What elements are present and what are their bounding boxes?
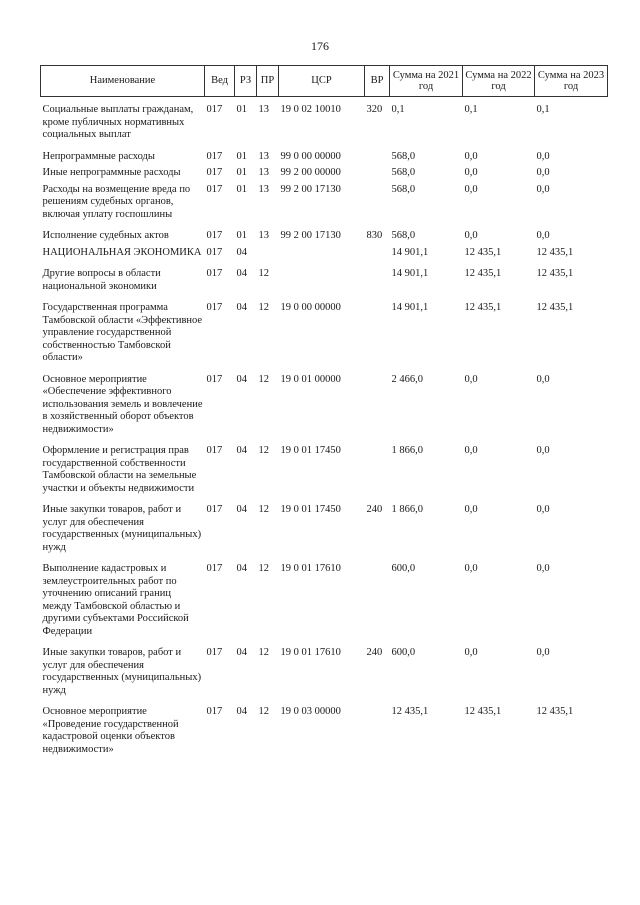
table-row	[41, 223, 608, 245]
row-rz: 01	[236, 183, 247, 195]
row-csr: 99 2 00 00000	[280, 167, 341, 178]
row-sum-2021: 568,0	[391, 167, 416, 178]
row-pr: 12	[258, 373, 269, 385]
row-sum-2021: 0,1	[391, 104, 405, 115]
row-name: Непрограммные расходы	[42, 150, 155, 162]
row-vr	[365, 438, 390, 497]
row-name: Расходы на возмещение вреда по решениям судебных органов, включая уплату госпошлины	[42, 183, 191, 220]
row-ved: 017	[206, 183, 223, 195]
row-vr: 240	[366, 647, 383, 658]
header-pr: ПР	[257, 66, 279, 97]
row-name: Иные закупки товаров, работ и услуг для обеспечения государственных (муниципальных) нужд	[42, 504, 202, 553]
row-sum-2022: 0,0	[464, 445, 478, 456]
row-vr: 240	[366, 504, 383, 515]
row-sum-2021: 1 866,0	[391, 504, 423, 515]
row-ved: 017	[206, 246, 223, 258]
table-row	[41, 556, 608, 640]
row-pr: 12	[258, 268, 269, 279]
row-ved: 017	[206, 167, 223, 178]
row-pr: 12	[258, 563, 269, 574]
row-rz: 04	[236, 302, 247, 313]
row-rz: 01	[236, 230, 247, 241]
row-rz: 04	[236, 373, 247, 385]
row-pr: 13	[258, 183, 269, 195]
row-sum-2023: 0,0	[536, 230, 550, 241]
row-rz: 04	[236, 445, 247, 456]
row-sum-2022: 12 435,1	[464, 246, 502, 258]
row-csr: 99 2 00 17130	[280, 183, 341, 195]
header-csr: ЦСР	[279, 66, 365, 97]
row-sum-2023: 0,0	[536, 150, 550, 162]
row-sum-2023: 0,0	[536, 504, 550, 515]
row-vr	[365, 182, 390, 224]
row-sum-2023: 0,1	[536, 104, 550, 115]
row-sum-2023: 0,0	[536, 167, 550, 178]
table-row	[41, 245, 608, 262]
row-vr	[365, 165, 390, 182]
table-row	[41, 640, 608, 699]
header-name: Наименование	[41, 66, 205, 97]
table-row	[41, 261, 608, 295]
row-ved: 017	[206, 268, 223, 279]
header-ved: Вед	[205, 66, 235, 97]
row-rz: 01	[236, 150, 247, 162]
row-sum-2023: 0,0	[536, 183, 550, 195]
row-sum-2021: 14 901,1	[391, 302, 429, 313]
row-ved: 017	[206, 445, 223, 456]
row-csr: 99 2 00 17130	[280, 230, 341, 241]
row-csr	[279, 245, 365, 262]
table-row	[41, 367, 608, 439]
row-sum-2021: 568,0	[391, 183, 416, 195]
row-ved: 017	[206, 373, 223, 385]
row-ved: 017	[206, 647, 223, 658]
row-rz: 04	[236, 706, 247, 717]
header-sum-2021: Сумма на 2021 год	[390, 66, 463, 97]
row-rz: 04	[236, 647, 247, 658]
row-rz: 04	[236, 563, 247, 574]
row-name: НАЦИОНАЛЬНАЯ ЭКОНОМИКА	[42, 246, 202, 258]
row-pr: 13	[258, 104, 269, 115]
header-vr: ВР	[365, 66, 390, 97]
row-ved: 017	[206, 504, 223, 515]
row-vr	[365, 556, 390, 640]
row-ved: 017	[206, 563, 223, 574]
row-sum-2022: 0,0	[464, 150, 478, 162]
row-sum-2022: 0,0	[464, 504, 478, 515]
row-sum-2023: 0,0	[536, 445, 550, 456]
row-name: Иные непрограммные расходы	[42, 167, 181, 178]
row-ved: 017	[206, 150, 223, 162]
row-csr: 19 0 03 00000	[280, 706, 341, 717]
row-name: Государственная программа Тамбовской области «Эффективное управление государственной собственностью Тамбовской области»	[42, 302, 203, 363]
row-sum-2021: 1 866,0	[391, 445, 423, 456]
row-sum-2021: 14 901,1	[391, 268, 429, 279]
row-rz: 01	[236, 104, 247, 115]
row-sum-2023: 12 435,1	[536, 302, 574, 313]
row-vr	[365, 245, 390, 262]
page-number: 176	[311, 39, 329, 53]
row-csr: 19 0 02 10010	[280, 104, 341, 115]
table-header-row	[41, 66, 608, 97]
table-row	[41, 97, 608, 144]
row-csr: 19 0 01 00000	[280, 373, 341, 385]
row-rz: 04	[236, 504, 247, 515]
row-ved: 017	[206, 706, 223, 717]
row-sum-2021: 12 435,1	[391, 706, 429, 717]
row-csr: 99 0 00 00000	[280, 150, 341, 162]
row-sum-2023: 12 435,1	[536, 268, 574, 279]
row-sum-2022: 0,0	[464, 167, 478, 178]
row-sum-2022: 12 435,1	[464, 302, 502, 313]
row-pr: 13	[258, 167, 269, 178]
table-row	[41, 144, 608, 166]
row-csr: 19 0 00 00000	[280, 302, 341, 313]
header-rz: РЗ	[235, 66, 257, 97]
row-ved: 017	[206, 104, 223, 115]
row-rz: 04	[236, 268, 247, 279]
row-sum-2022: 0,0	[464, 647, 478, 658]
row-rz: 01	[236, 167, 247, 178]
row-vr	[365, 367, 390, 439]
row-sum-2022: 0,0	[464, 183, 478, 195]
row-name: Оформление и регистрация прав государственной собственности Тамбовской области на земельные участки и объекты недвижимости	[42, 445, 197, 494]
row-sum-2022: 0,1	[464, 104, 478, 115]
row-csr: 19 0 01 17450	[280, 445, 341, 456]
row-vr	[365, 699, 390, 758]
row-sum-2023: 12 435,1	[536, 706, 574, 717]
row-sum-2023: 0,0	[536, 373, 550, 385]
row-sum-2023: 12 435,1	[536, 246, 574, 258]
row-name: Выполнение кадастровых и землеустроительных работ по уточнению описаний границ между Тамбовской областью и другими субъектами Российской Федерации	[42, 563, 189, 637]
row-sum-2022: 12 435,1	[464, 706, 502, 717]
row-sum-2022: 0,0	[464, 373, 478, 385]
row-sum-2022: 0,0	[464, 230, 478, 241]
table-row	[41, 165, 608, 182]
row-name: Другие вопросы в области национальной экономики	[42, 268, 161, 292]
table-row	[41, 295, 608, 367]
header-sum-2023: Сумма на 2023 год	[535, 66, 608, 97]
row-name: Основное мероприятие «Обеспечение эффективного использования земель и вовлечение в хозяйственный оборот объектов недвижимости»	[42, 373, 203, 435]
row-pr: 12	[258, 706, 269, 717]
row-name: Основное мероприятие «Проведение государственной кадастровой оценки объектов недвижимости»	[42, 706, 179, 755]
row-sum-2022: 12 435,1	[464, 268, 502, 279]
row-csr: 19 0 01 17610	[280, 563, 341, 574]
row-ved: 017	[206, 230, 223, 241]
row-vr	[365, 144, 390, 166]
row-name: Исполнение судебных актов	[42, 230, 169, 241]
row-sum-2023: 0,0	[536, 563, 550, 574]
table-row	[41, 182, 608, 224]
row-pr: 12	[258, 647, 269, 658]
row-sum-2021: 2 466,0	[391, 373, 423, 385]
row-rz: 04	[236, 246, 247, 258]
row-sum-2021: 568,0	[391, 230, 416, 241]
row-csr	[279, 261, 365, 295]
row-sum-2022: 0,0	[464, 563, 478, 574]
row-csr: 19 0 01 17610	[280, 647, 341, 658]
row-vr: 320	[366, 104, 383, 115]
row-name: Иные закупки товаров, работ и услуг для обеспечения государственных (муниципальных) нужд	[42, 647, 202, 696]
row-pr: 12	[258, 445, 269, 456]
row-name: Социальные выплаты гражданам, кроме публичных нормативных социальных выплат	[42, 104, 194, 140]
row-csr: 19 0 01 17450	[280, 504, 341, 515]
row-pr: 12	[258, 302, 269, 313]
row-vr	[365, 261, 390, 295]
row-pr: 13	[258, 230, 269, 241]
table-row	[41, 699, 608, 758]
row-pr: 13	[258, 150, 269, 162]
budget-table	[40, 65, 608, 758]
row-sum-2021: 600,0	[391, 647, 416, 658]
row-sum-2021: 600,0	[391, 563, 416, 574]
row-sum-2021: 568,0	[391, 150, 416, 162]
row-vr: 830	[366, 230, 383, 241]
row-sum-2023: 0,0	[536, 647, 550, 658]
row-pr: 12	[258, 504, 269, 515]
header-sum-2022: Сумма на 2022 год	[463, 66, 535, 97]
row-pr	[257, 245, 279, 262]
row-vr	[365, 295, 390, 367]
row-ved: 017	[206, 302, 223, 313]
table-row	[41, 438, 608, 497]
row-sum-2021: 14 901,1	[391, 246, 429, 258]
table-row	[41, 497, 608, 556]
